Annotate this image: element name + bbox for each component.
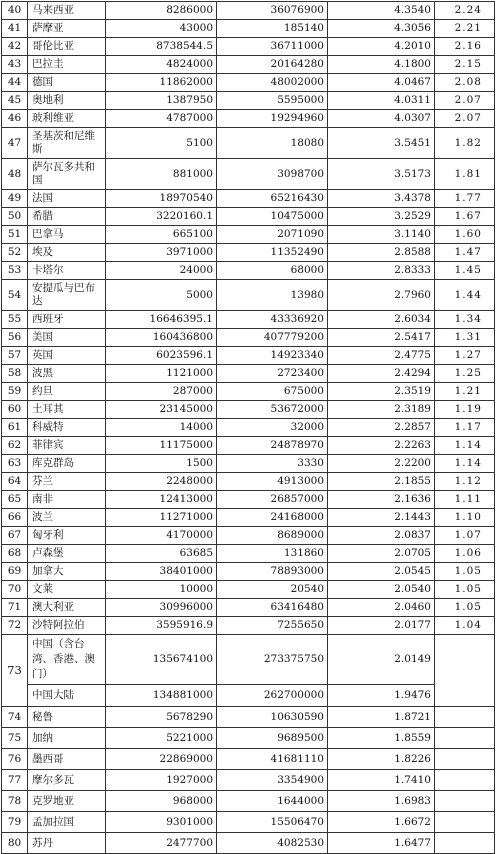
value4-cell [435, 770, 495, 791]
value3-cell: 4.2010 [328, 38, 435, 56]
value1-cell: 665100 [106, 226, 217, 244]
value3-cell: 2.3189 [328, 401, 435, 419]
value3-cell: 2.8588 [328, 244, 435, 262]
table-row [2, 791, 495, 812]
value4-cell [435, 635, 495, 707]
value2-cell: 63416480 [217, 599, 328, 617]
table-row [2, 581, 495, 599]
value1-cell: 5678290 [106, 707, 217, 728]
name-cell: 萨尔瓦多共和国 [28, 159, 106, 190]
value4-cell: 1.11 [435, 491, 495, 509]
value3-cell: 4.0467 [328, 74, 435, 92]
value2-cell: 41681110 [217, 749, 328, 770]
value2-cell: 15506470 [217, 812, 328, 833]
value1-cell: 3971000 [106, 244, 217, 262]
table-row [2, 833, 495, 854]
value4-cell: 1.67 [435, 208, 495, 226]
rank-cell: 48 [2, 159, 28, 190]
rank-cell: 49 [2, 190, 28, 208]
value1-cell: 24000 [106, 262, 217, 280]
table-row [2, 74, 495, 92]
value1-cell: 11862000 [106, 74, 217, 92]
value4-cell: 1.17 [435, 419, 495, 437]
rank-cell: 62 [2, 437, 28, 455]
table-row [2, 617, 495, 635]
value1-cell: 30996000 [106, 599, 217, 617]
value3-cell: 2.0540 [328, 581, 435, 599]
value3-cell: 2.2200 [328, 455, 435, 473]
value3-cell: 1.6672 [328, 812, 435, 833]
value3-cell: 3.1140 [328, 226, 435, 244]
value4-cell [435, 833, 495, 854]
value2-cell: 11352490 [217, 244, 328, 262]
value3-cell: 1.9476 [328, 685, 435, 707]
value4-cell: 1.81 [435, 159, 495, 190]
value4-cell: 1.05 [435, 563, 495, 581]
value1-cell: 4170000 [106, 527, 217, 545]
value4-cell: 1.14 [435, 437, 495, 455]
name-cell: 卢森堡 [28, 545, 106, 563]
value3-cell: 3.5451 [328, 128, 435, 159]
value2-cell: 18080 [217, 128, 328, 159]
value2-cell: 24168000 [217, 509, 328, 527]
table-row [2, 455, 495, 473]
value1-cell: 18970540 [106, 190, 217, 208]
value2-cell: 9689500 [217, 728, 328, 749]
rank-cell: 52 [2, 244, 28, 262]
rank-cell: 64 [2, 473, 28, 491]
value4-cell: 2.21 [435, 20, 495, 38]
value3-cell: 2.0545 [328, 563, 435, 581]
rank-cell: 67 [2, 527, 28, 545]
table-row [2, 280, 495, 311]
table-row [2, 159, 495, 190]
value4-cell: 1.34 [435, 311, 495, 329]
value2-cell: 10630590 [217, 707, 328, 728]
table-row [2, 770, 495, 791]
value1-cell: 6023596.1 [106, 347, 217, 365]
name-cell: 土耳其 [28, 401, 106, 419]
rank-cell: 65 [2, 491, 28, 509]
value1-cell: 10000 [106, 581, 217, 599]
value3-cell: 2.2857 [328, 419, 435, 437]
value1-cell: 881000 [106, 159, 217, 190]
table-row [2, 728, 495, 749]
table-row [2, 707, 495, 728]
value1-cell: 3220160.1 [106, 208, 217, 226]
value4-cell: 1.05 [435, 599, 495, 617]
value1-cell: 5000 [106, 280, 217, 311]
name-cell: 萨摩亚 [28, 20, 106, 38]
name-cell: 法国 [28, 190, 106, 208]
table-row [2, 20, 495, 38]
value2-cell: 48002000 [217, 74, 328, 92]
name-cell: 库克群岛 [28, 455, 106, 473]
table-row [2, 329, 495, 347]
value3-cell: 1.6983 [328, 791, 435, 812]
name-cell: 加纳 [28, 728, 106, 749]
value4-cell: 1.47 [435, 244, 495, 262]
name-cell: 科威特 [28, 419, 106, 437]
value2-cell: 13980 [217, 280, 328, 311]
value4-cell: 1.31 [435, 329, 495, 347]
name-cell: 菲律宾 [28, 437, 106, 455]
value4-cell [435, 749, 495, 770]
table-row [2, 2, 495, 20]
rank-cell: 43 [2, 56, 28, 74]
table-row [2, 527, 495, 545]
value1-cell: 1121000 [106, 365, 217, 383]
value2-cell: 273375750 [217, 635, 328, 685]
name-cell: 玻利维亚 [28, 110, 106, 128]
value4-cell: 1.14 [435, 455, 495, 473]
name-cell: 西班牙 [28, 311, 106, 329]
value4-cell: 1.60 [435, 226, 495, 244]
value2-cell: 14923340 [217, 347, 328, 365]
value2-cell: 20164280 [217, 56, 328, 74]
value2-cell: 53672000 [217, 401, 328, 419]
rank-cell: 46 [2, 110, 28, 128]
value1-cell: 8286000 [106, 2, 217, 20]
value2-cell: 4913000 [217, 473, 328, 491]
rank-cell: 73 [2, 635, 28, 707]
value1-cell: 2248000 [106, 473, 217, 491]
value2-cell: 7255650 [217, 617, 328, 635]
table-row [2, 190, 495, 208]
name-cell: 沙特阿拉伯 [28, 617, 106, 635]
value3-cell: 2.3519 [328, 383, 435, 401]
value1-cell: 22869000 [106, 749, 217, 770]
name-cell: 南非 [28, 491, 106, 509]
table-row [2, 262, 495, 280]
value2-cell: 36076900 [217, 2, 328, 20]
value2-cell: 65216430 [217, 190, 328, 208]
rank-cell: 41 [2, 20, 28, 38]
rank-cell: 71 [2, 599, 28, 617]
value4-cell: 1.19 [435, 401, 495, 419]
rank-cell: 45 [2, 92, 28, 110]
value1-cell: 1500 [106, 455, 217, 473]
table-row [2, 437, 495, 455]
name-cell: 芬兰 [28, 473, 106, 491]
value1-cell: 4824000 [106, 56, 217, 74]
value3-cell: 2.2263 [328, 437, 435, 455]
value4-cell: 1.82 [435, 128, 495, 159]
name-cell: 墨西哥 [28, 749, 106, 770]
name-cell: 希腊 [28, 208, 106, 226]
name-cell: 苏丹 [28, 833, 106, 854]
value2-cell: 36711000 [217, 38, 328, 56]
name-cell: 约旦 [28, 383, 106, 401]
value1-cell: 11271000 [106, 509, 217, 527]
rank-cell: 55 [2, 311, 28, 329]
name-cell: 秘鲁 [28, 707, 106, 728]
table-row [2, 419, 495, 437]
value1-cell: 63685 [106, 545, 217, 563]
value1-cell: 14000 [106, 419, 217, 437]
value3-cell: 1.8721 [328, 707, 435, 728]
value3-cell: 2.0460 [328, 599, 435, 617]
table-row [2, 491, 495, 509]
table-body-top [2, 2, 495, 635]
value3-cell: 4.3056 [328, 20, 435, 38]
rank-cell: 78 [2, 791, 28, 812]
table-row [2, 563, 495, 581]
rank-cell: 51 [2, 226, 28, 244]
name-cell: 安提瓜与巴布达 [28, 280, 106, 311]
value1-cell: 23145000 [106, 401, 217, 419]
value1-cell: 5221000 [106, 728, 217, 749]
rank-cell: 77 [2, 770, 28, 791]
name-cell: 克罗地亚 [28, 791, 106, 812]
value1-cell: 5100 [106, 128, 217, 159]
value1-cell: 135674100 [106, 635, 217, 685]
value4-cell: 1.04 [435, 617, 495, 635]
value2-cell: 26857000 [217, 491, 328, 509]
table-row [2, 56, 495, 74]
rank-cell: 40 [2, 2, 28, 20]
rank-cell: 53 [2, 262, 28, 280]
value2-cell: 185140 [217, 20, 328, 38]
rank-cell: 74 [2, 707, 28, 728]
rank-cell: 58 [2, 365, 28, 383]
value4-cell: 2.08 [435, 74, 495, 92]
rank-cell: 72 [2, 617, 28, 635]
value3-cell: 2.4294 [328, 365, 435, 383]
rank-cell: 63 [2, 455, 28, 473]
name-cell: 中国大陆 [28, 685, 106, 707]
value3-cell: 4.0307 [328, 110, 435, 128]
table-row [2, 208, 495, 226]
value1-cell: 4787000 [106, 110, 217, 128]
value3-cell: 2.4775 [328, 347, 435, 365]
value3-cell: 2.0149 [328, 635, 435, 685]
value3-cell: 2.1855 [328, 473, 435, 491]
value2-cell: 24878970 [217, 437, 328, 455]
value1-cell: 134881000 [106, 685, 217, 707]
value3-cell: 2.0177 [328, 617, 435, 635]
name-cell: 马来西亚 [28, 2, 106, 20]
value3-cell: 4.1800 [328, 56, 435, 74]
value3-cell: 1.6477 [328, 833, 435, 854]
table-row [2, 509, 495, 527]
table-row [2, 383, 495, 401]
name-cell: 美国 [28, 329, 106, 347]
table-row [2, 226, 495, 244]
table-row [2, 92, 495, 110]
rank-cell: 56 [2, 329, 28, 347]
rank-cell: 47 [2, 128, 28, 159]
name-cell: 文莱 [28, 581, 106, 599]
rank-cell: 57 [2, 347, 28, 365]
value2-cell: 131860 [217, 545, 328, 563]
name-cell: 波黑 [28, 365, 106, 383]
rank-cell: 70 [2, 581, 28, 599]
value1-cell: 160436800 [106, 329, 217, 347]
table-row [2, 635, 495, 685]
value2-cell: 20540 [217, 581, 328, 599]
table-row [2, 38, 495, 56]
rank-cell: 68 [2, 545, 28, 563]
value4-cell: 1.05 [435, 581, 495, 599]
value3-cell: 3.2529 [328, 208, 435, 226]
table-row [2, 599, 495, 617]
value4-cell: 1.27 [435, 347, 495, 365]
name-cell: 英国 [28, 347, 106, 365]
name-cell: 摩尔多瓦 [28, 770, 106, 791]
value2-cell: 1644000 [217, 791, 328, 812]
value4-cell: 1.10 [435, 509, 495, 527]
value4-cell [435, 707, 495, 728]
table-row [2, 545, 495, 563]
rank-cell: 42 [2, 38, 28, 56]
value3-cell: 3.4378 [328, 190, 435, 208]
value3-cell: 1.7410 [328, 770, 435, 791]
value4-cell [435, 812, 495, 833]
table-row [2, 110, 495, 128]
rank-cell: 66 [2, 509, 28, 527]
table-row [2, 347, 495, 365]
value4-cell: 2.07 [435, 110, 495, 128]
value2-cell: 10475000 [217, 208, 328, 226]
name-cell: 巴拉圭 [28, 56, 106, 74]
value1-cell: 968000 [106, 791, 217, 812]
value2-cell: 3098700 [217, 159, 328, 190]
name-cell: 加拿大 [28, 563, 106, 581]
name-cell: 波兰 [28, 509, 106, 527]
value3-cell: 2.7960 [328, 280, 435, 311]
value2-cell: 3354900 [217, 770, 328, 791]
value3-cell: 2.8333 [328, 262, 435, 280]
value1-cell: 8738544.5 [106, 38, 217, 56]
value4-cell: 2.15 [435, 56, 495, 74]
table-row [2, 812, 495, 833]
table-row [2, 685, 495, 707]
value2-cell: 262700000 [217, 685, 328, 707]
value1-cell: 3595916.9 [106, 617, 217, 635]
name-cell: 中国（含台湾、香港、澳门） [28, 635, 106, 685]
value1-cell: 38401000 [106, 563, 217, 581]
table-row [2, 365, 495, 383]
value1-cell: 16646395.1 [106, 311, 217, 329]
name-cell: 奥地利 [28, 92, 106, 110]
table-body-row-73 [2, 635, 495, 707]
rank-cell: 76 [2, 749, 28, 770]
table-row [2, 244, 495, 262]
value3-cell: 2.0705 [328, 545, 435, 563]
value3-cell: 2.0837 [328, 527, 435, 545]
value2-cell: 32000 [217, 419, 328, 437]
value2-cell: 4082530 [217, 833, 328, 854]
rank-cell: 59 [2, 383, 28, 401]
value4-cell: 1.21 [435, 383, 495, 401]
value2-cell: 8689000 [217, 527, 328, 545]
rank-cell: 69 [2, 563, 28, 581]
rank-cell: 80 [2, 833, 28, 854]
value3-cell: 2.6034 [328, 311, 435, 329]
value3-cell: 3.5173 [328, 159, 435, 190]
name-cell: 圣基茨和尼维斯 [28, 128, 106, 159]
rank-cell: 54 [2, 280, 28, 311]
value4-cell: 1.07 [435, 527, 495, 545]
table-row [2, 401, 495, 419]
table-row [2, 473, 495, 491]
value3-cell: 1.8226 [328, 749, 435, 770]
value2-cell: 2723400 [217, 365, 328, 383]
rank-cell: 61 [2, 419, 28, 437]
value3-cell: 4.3540 [328, 2, 435, 20]
name-cell: 孟加拉国 [28, 812, 106, 833]
rank-cell: 50 [2, 208, 28, 226]
value3-cell: 1.8559 [328, 728, 435, 749]
country-data-table [1, 1, 495, 854]
value2-cell: 68000 [217, 262, 328, 280]
rank-cell: 44 [2, 74, 28, 92]
value1-cell: 1927000 [106, 770, 217, 791]
value4-cell: 1.06 [435, 545, 495, 563]
value3-cell: 2.5417 [328, 329, 435, 347]
table-row [2, 311, 495, 329]
name-cell: 澳大利亚 [28, 599, 106, 617]
value4-cell: 1.45 [435, 262, 495, 280]
table-body-bottom [2, 707, 495, 854]
name-cell: 德国 [28, 74, 106, 92]
value1-cell: 287000 [106, 383, 217, 401]
value2-cell: 78893000 [217, 563, 328, 581]
value2-cell: 2071090 [217, 226, 328, 244]
value2-cell: 675000 [217, 383, 328, 401]
value2-cell: 407779200 [217, 329, 328, 347]
rank-cell: 79 [2, 812, 28, 833]
value4-cell: 2.24 [435, 2, 495, 20]
name-cell: 卡塔尔 [28, 262, 106, 280]
value4-cell: 2.07 [435, 92, 495, 110]
value1-cell: 12413000 [106, 491, 217, 509]
name-cell: 巴拿马 [28, 226, 106, 244]
name-cell: 匈牙利 [28, 527, 106, 545]
value4-cell: 1.44 [435, 280, 495, 311]
rank-cell: 60 [2, 401, 28, 419]
value4-cell [435, 791, 495, 812]
value4-cell: 1.25 [435, 365, 495, 383]
value4-cell: 2.16 [435, 38, 495, 56]
value3-cell: 2.1443 [328, 509, 435, 527]
value2-cell: 43336920 [217, 311, 328, 329]
value2-cell: 19294960 [217, 110, 328, 128]
value3-cell: 4.0311 [328, 92, 435, 110]
value1-cell: 9301000 [106, 812, 217, 833]
rank-cell: 75 [2, 728, 28, 749]
table-row [2, 749, 495, 770]
value1-cell: 1387950 [106, 92, 217, 110]
value2-cell: 3330 [217, 455, 328, 473]
value4-cell: 1.77 [435, 190, 495, 208]
value1-cell: 43000 [106, 20, 217, 38]
value4-cell: 1.12 [435, 473, 495, 491]
value1-cell: 2477700 [106, 833, 217, 854]
value1-cell: 11175000 [106, 437, 217, 455]
value3-cell: 2.1636 [328, 491, 435, 509]
name-cell: 埃及 [28, 244, 106, 262]
table-row [2, 128, 495, 159]
value2-cell: 5595000 [217, 92, 328, 110]
name-cell: 哥伦比亚 [28, 38, 106, 56]
value4-cell [435, 728, 495, 749]
